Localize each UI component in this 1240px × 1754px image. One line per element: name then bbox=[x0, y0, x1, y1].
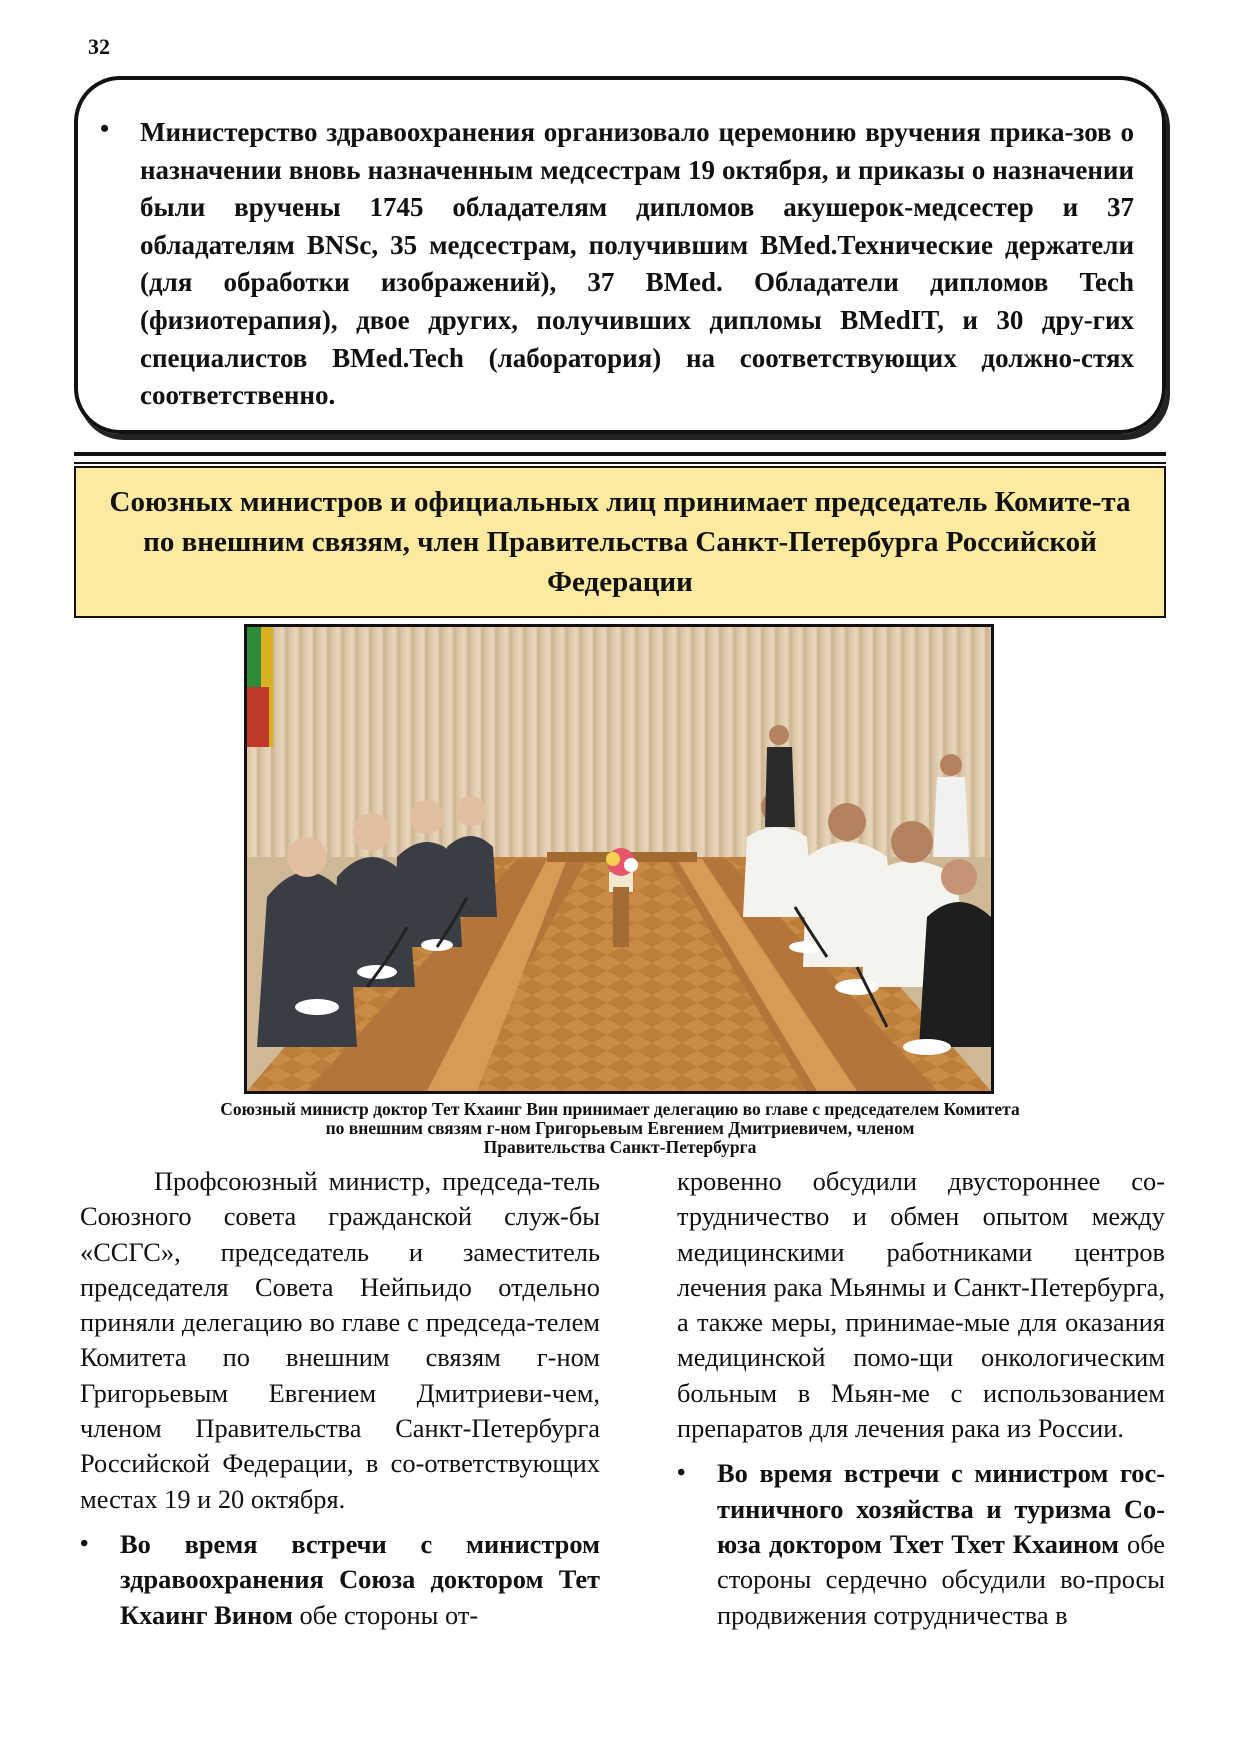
bullet-icon: • bbox=[677, 1460, 686, 1487]
right-paragraph: кровенно обсудили двустороннее со-трудничество и обмен опытом между медицинскими работниками центров лечения рака Мьянмы и Санкт-Петербурга, а также меры, принимае-мые для оказания медицинской помо-щи онкологическим больным в Мьян-ме с использованием препаратов для лечения рака из России. bbox=[677, 1166, 1165, 1444]
caption-line: Правительства Санкт-Петербурга bbox=[483, 1137, 757, 1157]
bullet-icon: • bbox=[80, 1530, 89, 1557]
right-bullet bbox=[677, 1456, 1165, 1632]
announcement-box bbox=[74, 76, 1166, 434]
announcement-text: Министерство здравоохранения организовало церемонию вручения прика-зов о назначении вновь назначенным медсестрам 19 октября, и приказы о назначении были вручены 1745 обладателям дипломов акушерок-медсестер и 37 обладателям BNSc, 35 медсестрам, получившим BMed.Технические держатели (для обработки изображений), 37 BMed. Обладатели дипломов Tech (физиотерапия), двое других, получивших дипломы BMedIT, и 30 дру-гих специалистов BMed.Tech (лаборатория) на соответствующих должно-стях соответственно. bbox=[140, 117, 1134, 411]
right-column bbox=[677, 1164, 1165, 1633]
photo-caption bbox=[120, 1100, 1120, 1157]
caption-line: Союзный министр доктор Тет Кхаинг Вин принимает делегацию во главе с председателем Комитета bbox=[220, 1099, 1020, 1119]
left-bullet bbox=[80, 1527, 600, 1633]
right-bullet-text: обе стороны сердечно обсудили во-просы продвижения сотрудничества в bbox=[717, 1528, 1165, 1630]
left-column bbox=[80, 1164, 600, 1633]
section-divider bbox=[74, 452, 1166, 464]
page-number: 32 bbox=[88, 34, 110, 59]
meeting-photo bbox=[244, 624, 994, 1094]
bullet-icon: • bbox=[100, 114, 110, 143]
article-headline: Союзных министров и официальных лиц принимает председатель Комите-та по внешним связям, член Правительства Санкт-Петербурга Российской Федерации bbox=[74, 466, 1166, 618]
left-bullet-bold: Во время встречи с министром здравоохранения Союза доктором Тет Кхаинг Вином bbox=[120, 1528, 600, 1630]
left-paragraph: Профсоюзный министр, председа-тель Союзного совета гражданской служ-бы «ССГС», председатель и заместитель председателя Совета Нейпьидо отдельно приняли делегацию во главе с председа-телем Комитета по внешним связям г-ном Григорьевым Евгением Дмитриеви-чем, членом Правительства Санкт-Петербурга Российской Федерации, в со-ответствующих местах 19 и 20 октября. bbox=[80, 1166, 600, 1514]
right-bullet-bold: Во время встречи с министром гос-тиничного хозяйства и туризма Со-юза доктором Тхет Тхет Кхаином bbox=[717, 1458, 1165, 1559]
caption-line: по внешним связям г-ном Григорьевым Евгением Дмитриевичем, членом bbox=[325, 1118, 915, 1138]
left-bullet-text: обе стороны от- bbox=[292, 1599, 479, 1630]
